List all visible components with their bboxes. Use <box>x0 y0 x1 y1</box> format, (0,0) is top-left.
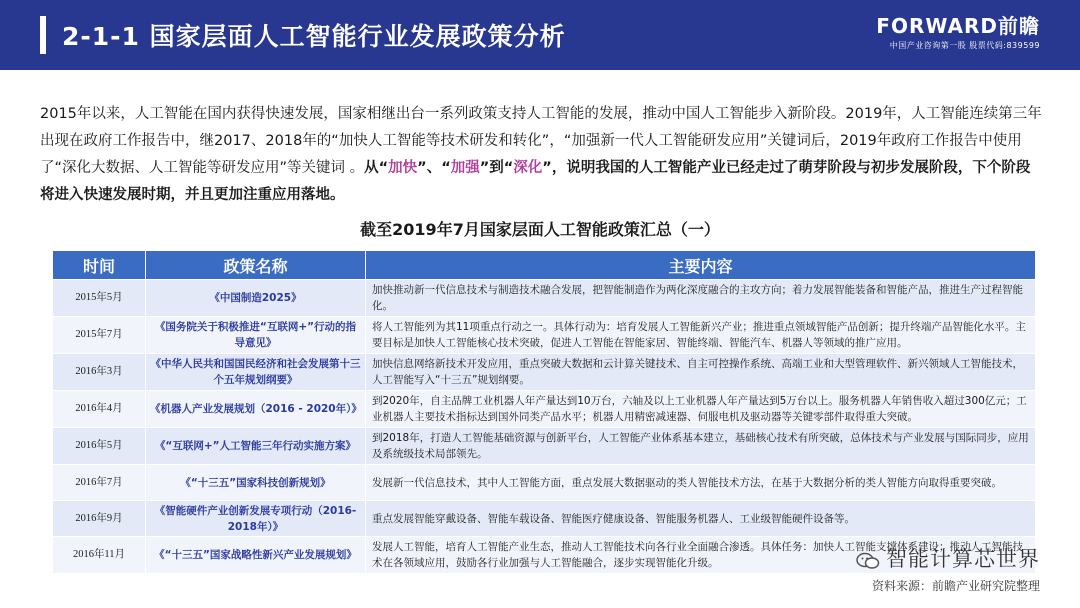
wechat-watermark <box>856 543 1040 573</box>
source-note: 资料来源：前瞻产业研究院整理 <box>871 579 1040 593</box>
wechat-icon <box>856 551 880 569</box>
intro-text-1: 2015年以来，人工智能在国内获得快速发展，国家相继出台一系列政策支持人工智能的发展，推动中国人工智能步入新阶段。2019年，人工智能连续第三年出现在政府工作报告中，继2017、2018年的“加快人工智能等技术研发和转化”，“加强新一代人工智能研发应用”关键词后，2019年政府工作报告中使用了“深化大数据、人工智能等研发应用”等关键词 。 <box>40 106 1042 176</box>
header-time: 时间 <box>53 251 146 280</box>
cell-time: 2016年11月 <box>53 537 146 574</box>
cell-time: 2015年5月 <box>53 280 146 317</box>
table-row <box>53 501 1036 537</box>
intro-text-4: ”到“ <box>479 160 514 176</box>
cell-policy-name: 《“互联网+”人工智能三年行动实施方案》 <box>146 428 366 465</box>
logo-subtitle: 中国产业咨询第一股 股票代码:839599 <box>889 41 1040 50</box>
keyword-deepen: 深化 <box>513 160 543 176</box>
intro-paragraph <box>40 101 1042 209</box>
cell-content: 到2020年，自主品牌工业机器人年产量达到10万台，六轴及以上工业机器人年产量达到5万台以上。服务机器人年销售收入超过300亿元；工业机器人主要技术指标达到国外同类产品水平；机器人用精密减速器、伺服电机及驱动器等关键零部件取得重大突破。 <box>366 391 1036 428</box>
cell-content: 将人工智能列为其11项重点行动之一。具体行动为：培育发展人工智能新兴产业；推进重点领域智能产品创新；提升终端产品智能化水平。主要目标是加快人工智能核心技术突破，促进人工智能在智能家居、智能终端、智能汽车、机器人等领域的推广应用。 <box>366 317 1036 354</box>
cell-time: 2016年7月 <box>53 465 146 501</box>
cell-content: 加快信息网络新技术开发应用，重点突破大数据和云计算关键技术、自主可控操作系统、高端工业和大型管理软件、新兴领域人工智能技术，人工智能写入“十三五”规划纲要。 <box>366 354 1036 391</box>
cell-content: 重点发展智能穿戴设备、智能车载设备、智能医疗健康设备、智能服务机器人、工业级智能硬件设备等。 <box>366 501 1036 537</box>
cell-policy-name: 《“十三五”国家科技创新规划》 <box>146 465 366 501</box>
table-row <box>53 428 1036 465</box>
cell-policy-name: 《国务院关于积极推进“互联网+”行动的指导意见》 <box>146 317 366 354</box>
cell-policy-name: 《“十三五”国家战略性新兴产业发展规划》 <box>146 537 366 574</box>
intro-text-2: 从“ <box>364 160 389 176</box>
table-row <box>53 391 1036 428</box>
table-row <box>53 280 1036 317</box>
cell-policy-name: 《智能硬件产业创新发展专项行动（2016-2018年）》 <box>146 501 366 537</box>
cell-content: 到2018年，打造人工智能基础资源与创新平台，人工智能产业体系基本建立，基础核心技术有所突破，总体技术与产业发展与国际同步，应用及系统级技术局部领先。 <box>366 428 1036 465</box>
intro-text-3: ”、“ <box>417 160 451 176</box>
page-title: 2-1-1 国家层面人工智能行业发展政策分析 <box>62 22 566 51</box>
cell-policy-name: 《机器人产业发展规划（2016 - 2020年）》 <box>146 391 366 428</box>
table-row <box>53 317 1036 354</box>
cell-time: 2015年7月 <box>53 317 146 354</box>
wechat-account-name: 智能计算芯世界 <box>886 547 1040 571</box>
header-main-content: 主要内容 <box>366 251 1036 280</box>
logo-name: FORWARD前瞻 <box>876 14 1040 38</box>
cell-policy-name: 《中华人民共和国国民经济和社会发展第十三个五年规划纲要》 <box>146 354 366 391</box>
policy-table <box>52 250 1036 574</box>
header-policy-name: 政策名称 <box>146 251 366 280</box>
keyword-speed-up: 加快 <box>388 160 418 176</box>
cell-content: 发展人工智能，培育人工智能产业生态，推动人工智能技术向各行业全面融合渗透。具体任务：加快人工智能支撑体系建设；推动人工智能技术在各领域应用，鼓励各行业加强与人工智能融合，逐步实现智能化升级。 <box>366 537 1036 574</box>
cell-time: 2016年3月 <box>53 354 146 391</box>
table-row <box>53 354 1036 391</box>
keyword-strengthen: 加强 <box>450 160 480 176</box>
cell-time: 2016年9月 <box>53 501 146 537</box>
cell-content: 发展新一代信息技术，其中人工智能方面，重点发展大数据驱动的类人智能技术方法，在基于大数据分析的类人智能方向取得重要突破。 <box>366 465 1036 501</box>
header-bar <box>0 0 1080 70</box>
intro-text-5: ”，说明我国的人工智能产业已经走过了萌芽阶段与初步发展阶段，下个阶段将进入快速发展时期，并且更加注重应用落地。 <box>40 160 1031 203</box>
forward-logo <box>860 15 1040 51</box>
cell-time: 2016年4月 <box>53 391 146 428</box>
table-row <box>53 465 1036 501</box>
title-marker <box>40 16 46 54</box>
cell-content: 加快推动新一代信息技术与制造技术融合发展，把智能制造作为两化深度融合的主攻方向；着力发展智能装备和智能产品，推进生产过程智能化。 <box>366 280 1036 317</box>
table-header-row <box>53 251 1036 280</box>
cell-time: 2016年5月 <box>53 428 146 465</box>
table-title: 截至2019年7月国家层面人工智能政策汇总（一） <box>360 220 720 239</box>
cell-policy-name: 《中国制造2025》 <box>146 280 366 317</box>
